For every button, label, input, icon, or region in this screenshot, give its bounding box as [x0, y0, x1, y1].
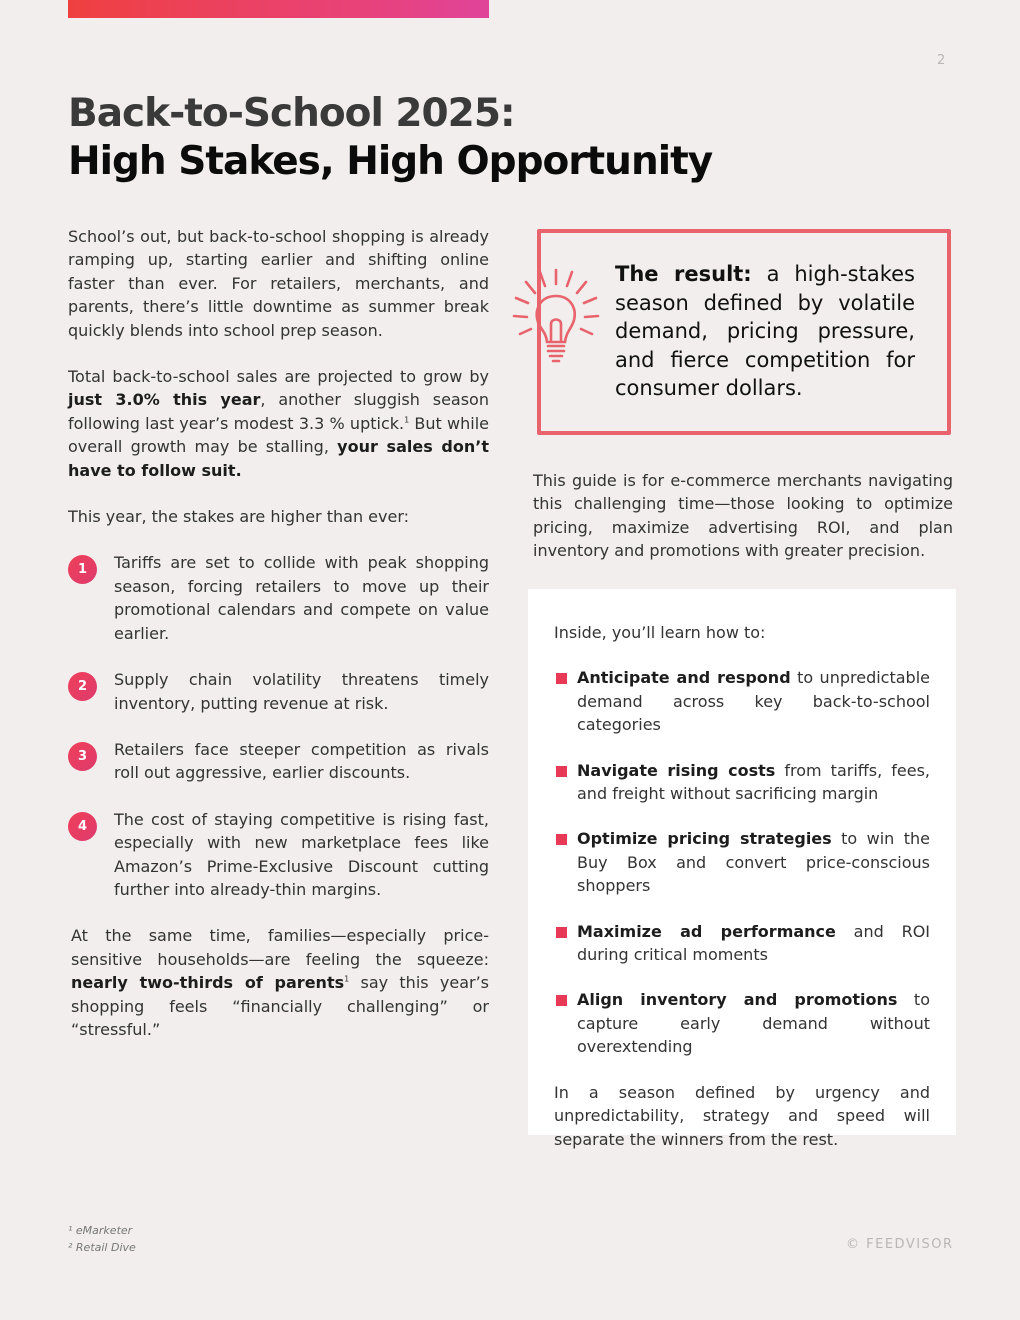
list-item-text: Retailers face steeper competition as rivals roll out aggressive, earlier discounts.: [114, 739, 489, 783]
list-item: [554, 827, 930, 897]
result-body: a high-stakes season defined by volatile demand, pricing pressure, and fierce competition for consumer dollars.: [615, 262, 916, 400]
sales-text-a: Total back-to-school sales are projected to grow by: [68, 367, 489, 387]
sales-bold-followsuit: your sales don’t have to follow suit.: [68, 437, 489, 480]
sales-paragraph: [68, 365, 489, 482]
families-text-c: say this year’s shopping feels “financially challenging” or “stressful.”: [71, 973, 490, 1039]
page-title: [68, 90, 888, 186]
left-column: [68, 225, 489, 1064]
bullet-text: to unpredictable demand across key back-to-school categories: [577, 668, 930, 735]
number-badge: 1: [68, 555, 97, 584]
bullet-bold: Optimize pricing strategies: [577, 829, 832, 849]
families-paragraph: [71, 924, 489, 1041]
square-bullet-icon: [556, 673, 567, 684]
bullet-bold: Align inventory and promotions: [577, 990, 898, 1010]
families-text-a: At the same time, families—especially price-sensitive households—are feeling the squeeze:: [71, 926, 489, 969]
list-item: [68, 668, 489, 715]
footnotes: [68, 1222, 136, 1256]
learn-how-panel: [528, 589, 956, 1149]
list-item: [68, 738, 489, 785]
copyright: © FEEDVISOR: [846, 1237, 954, 1252]
lightbulb-icon: [510, 262, 602, 374]
footnote-1: ¹ eMarketer: [68, 1224, 133, 1237]
list-item: [554, 920, 930, 967]
top-accent-bar: [68, 0, 489, 18]
families-bold: nearly two-thirds of parents: [71, 973, 345, 993]
square-bullet-icon: [556, 995, 567, 1006]
page-number: 2: [937, 53, 946, 68]
bullet-text: from tariffs, fees, and freight without sacrificing margin: [577, 760, 931, 804]
number-badge: 3: [68, 742, 97, 771]
footnote-2: ² Retail Dive: [68, 1241, 136, 1254]
bullet-text: and ROI during critical moments: [577, 921, 931, 965]
list-item: [68, 551, 489, 645]
list-item: [68, 808, 489, 902]
bullet-bold: Anticipate and respond: [577, 668, 791, 688]
guide-paragraph: This guide is for e-commerce merchants navigating this challenging time—those looking to optimize pricing, maximize advertising ROI, and plan inventory and promotions with greater precision.: [533, 471, 953, 561]
list-item: [554, 988, 930, 1058]
title-line-2: High Stakes, High Opportunity: [68, 139, 713, 184]
closing-paragraph: In a season defined by urgency and unpredictability, strategy and speed will separate the winners from the rest.: [554, 1082, 930, 1149]
intro-paragraph: School’s out, but back-to-school shopping is already ramping up, starting earlier and shifting online faster than ever. For retailers, merchants, and parents, there’s little downtime as summer break quickly blends into school prep season.: [68, 227, 489, 340]
square-bullet-icon: [556, 766, 567, 777]
learn-intro: Inside, you’ll learn how to:: [554, 623, 766, 642]
square-bullet-icon: [556, 834, 567, 845]
footnote-ref: 1: [344, 974, 350, 984]
number-badge: 4: [68, 812, 97, 841]
stakes-paragraph: This year, the stakes are higher than ever:: [68, 507, 410, 527]
result-text: [615, 260, 915, 403]
bullet-text: to capture early demand without overextending: [577, 990, 930, 1057]
bullet-bold: Maximize ad performance: [577, 921, 836, 941]
list-item-text: The cost of staying competitive is rising fast, especially with new marketplace fees like Amazon’s Prime-Exclusive Discount cutting further into already-thin margins.: [114, 809, 489, 899]
number-badge: 2: [68, 672, 97, 701]
sales-bold-growth: just 3.0% this year: [68, 390, 261, 410]
list-item-text: Supply chain volatility threatens timely inventory, putting revenue at risk.: [114, 670, 489, 713]
list-item: [554, 759, 930, 806]
title-line-1: Back-to-School 2025:: [68, 91, 515, 136]
square-bullet-icon: [556, 927, 567, 938]
footnote-ref: 1: [404, 415, 410, 425]
bullet-text: to win the Buy Box and convert price-conscious shoppers: [577, 829, 931, 896]
bullet-bold: Navigate rising costs: [577, 760, 776, 780]
result-bold-label: The result:: [615, 262, 752, 286]
list-item: [554, 666, 930, 736]
list-item-text: Tariffs are set to collide with peak shopping season, forcing retailers to move up their promotional calendars and compete on value earlier.: [114, 553, 489, 643]
sales-text-d: But while overall growth may be stalling,: [68, 413, 489, 457]
sales-text-c: , another sluggish season following last year’s modest 3.3 % uptick.: [68, 390, 489, 433]
